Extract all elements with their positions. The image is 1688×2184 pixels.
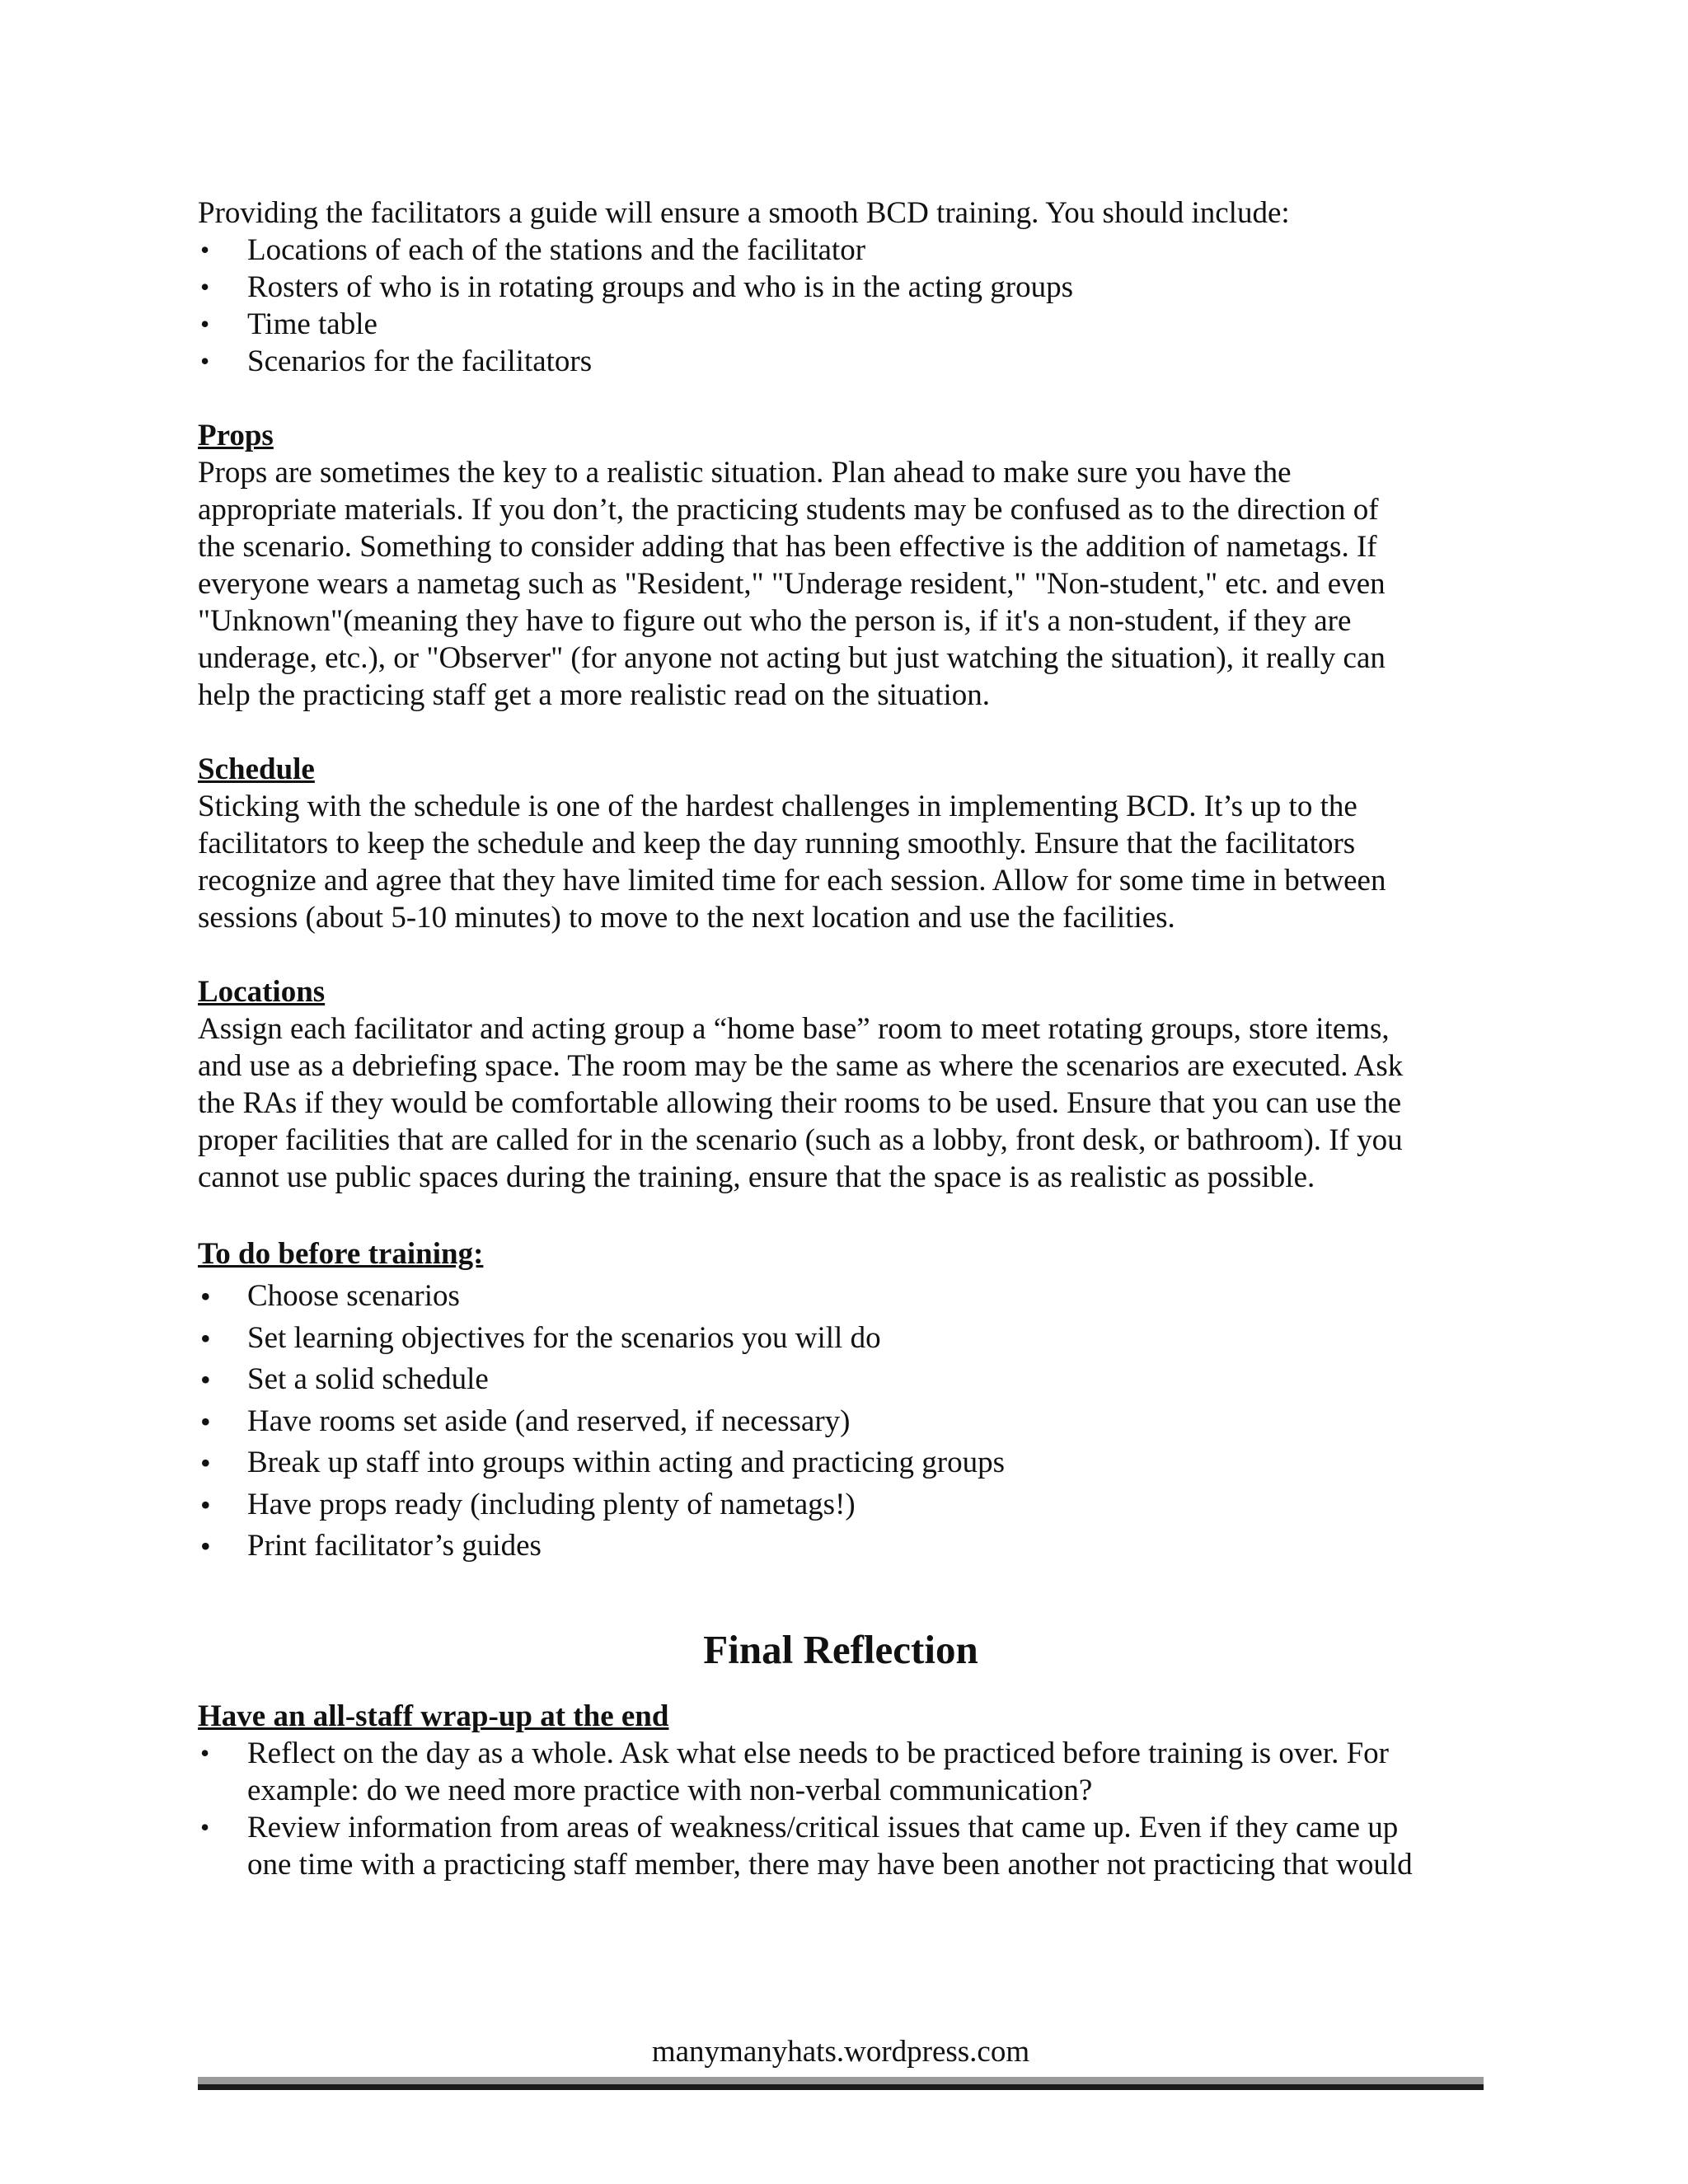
text-line: Props are sometimes the key to a realistic situation. Plan ahead to make sure you have the: [198, 456, 1292, 490]
text-line: help the practicing staff get a more realistic read on the situation.: [198, 678, 990, 712]
document-page: [198, 194, 1484, 1883]
locations-heading: Locations: [198, 975, 326, 1009]
text-line: appropriate materials. If you don’t, the practicing students may be confused as to the direction of: [198, 493, 1379, 527]
text-line: and use as a debriefing space. The room may be the same as where the scenarios are executed. Ask: [198, 1049, 1404, 1083]
final-reflection-title: Final Reflection: [703, 1626, 978, 1672]
text-line: cannot use public spaces during the training, ensure that the space is as realistic as possible.: [198, 1160, 1315, 1194]
locations-paragraph: [198, 1010, 1484, 1196]
list-item: • Set a solid schedule: [198, 1359, 1484, 1401]
text-line: Reflect on the day as a whole. Ask what else needs to be practiced before training is over. For: [247, 1736, 1390, 1770]
todo-list: [198, 1276, 1484, 1568]
schedule-heading: Schedule: [198, 752, 315, 786]
bullet-icon: •: [200, 1811, 210, 1842]
todo-heading: To do before training:: [198, 1237, 484, 1271]
text-line: underage, etc.), or "Observer" (for anyone not acting but just watching the situation), it really can: [198, 641, 1386, 675]
list-item: • Time table: [200, 307, 377, 341]
props-paragraph: [198, 454, 1484, 714]
bullet-icon: •: [200, 346, 210, 376]
bullet-icon: •: [200, 1404, 211, 1438]
text-line: Review information from areas of weakness/critical issues that came up. Even if they came up: [247, 1810, 1399, 1844]
list-item: [198, 1735, 1484, 1809]
text-line: the scenario. Something to consider adding that has been effective is the addition of nametags. If: [198, 530, 1377, 564]
list-item: • Set learning objectives for the scenarios you will do: [198, 1318, 1484, 1360]
text-line: facilitators to keep the schedule and keep the day running smoothly. Ensure that the facilitators: [198, 827, 1356, 860]
bullet-icon: •: [200, 309, 210, 339]
text-line: the RAs if they would be comfortable allowing their rooms to be used. Ensure that you can use the: [198, 1086, 1402, 1120]
list-item: • Break up staff into groups within acting and practicing groups: [198, 1442, 1484, 1484]
text-line: "Unknown"(meaning they have to figure out who the person is, if it's a non-student, if they are: [198, 604, 1352, 638]
list-item: • Print facilitator’s guides: [198, 1526, 1484, 1568]
list-item: • Rosters of who is in rotating groups and who is in the acting groups: [200, 270, 1073, 304]
bullet-icon: •: [200, 1363, 211, 1396]
text-line: recognize and agree that they have limited time for each session. Allow for some time in between: [198, 864, 1386, 898]
list-item: • Have rooms set aside (and reserved, if necessary): [198, 1401, 1484, 1443]
text-line: sessions (about 5-10 minutes) to move to the next location and use the facilities.: [198, 901, 1175, 935]
bullet-icon: •: [200, 235, 210, 265]
text-line: one time with a practicing staff member, there may have been another not practicing that would: [247, 1847, 1413, 1882]
list-item: • Scenarios for the facilitators: [200, 344, 593, 378]
bullet-icon: •: [200, 1321, 211, 1355]
list-item: • Locations of each of the stations and the facilitator: [200, 233, 866, 267]
bullet-icon: •: [200, 272, 210, 302]
final-list: [198, 1735, 1484, 1883]
list-item: • Have props ready (including plenty of nametags!): [198, 1484, 1484, 1526]
text-line: example: do we need more practice with non-verbal communication?: [247, 1773, 1093, 1807]
bullet-icon: •: [200, 1737, 210, 1768]
props-heading: Props: [198, 419, 274, 452]
bullet-icon: •: [200, 1488, 211, 1521]
bullet-icon: •: [200, 1280, 211, 1313]
bullet-icon: •: [200, 1446, 211, 1479]
footer-rule: [198, 2077, 1484, 2090]
intro-paragraph: Providing the facilitators a guide will ensure a smooth BCD training. You should include:: [198, 196, 1290, 230]
text-line: Assign each facilitator and acting group a “home base” room to meet rotating groups, store items,: [198, 1012, 1390, 1046]
text-line: Sticking with the schedule is one of the hardest challenges in implementing BCD. It’s up to the: [198, 790, 1357, 823]
list-item: [198, 1809, 1484, 1883]
footer-site: manymanyhats.wordpress.com: [651, 2035, 1030, 2069]
list-item: • Choose scenarios: [198, 1276, 1484, 1318]
bullet-icon: •: [200, 1530, 211, 1563]
intro-list: [198, 232, 1484, 380]
schedule-paragraph: [198, 788, 1484, 936]
text-line: proper facilities that are called for in the scenario (such as a lobby, front desk, or bathroom). If you: [198, 1123, 1403, 1157]
text-line: everyone wears a nametag such as "Resident," "Underage resident," "Non-student," etc. and even: [198, 567, 1386, 601]
wrap-up-heading: Have an all-staff wrap-up at the end: [198, 1699, 669, 1733]
